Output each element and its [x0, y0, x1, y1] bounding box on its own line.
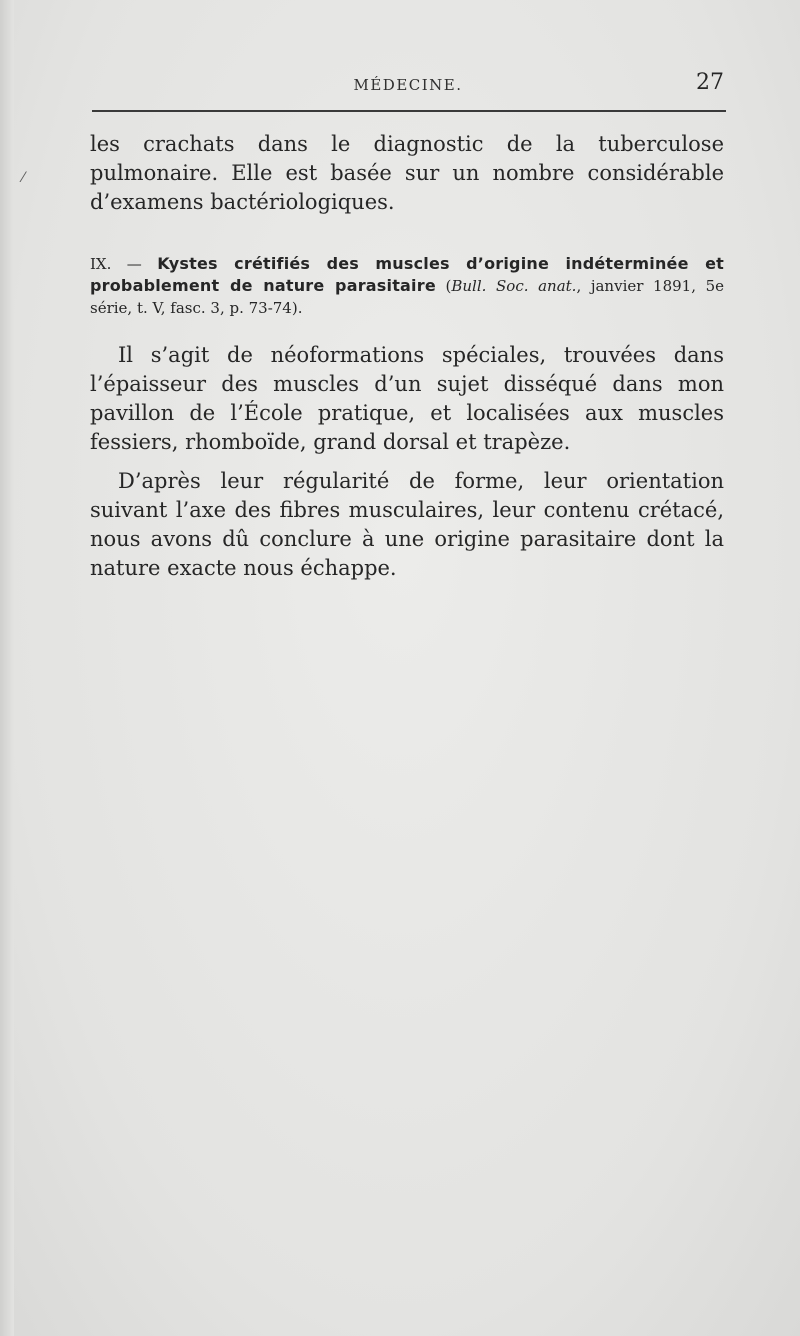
paragraph-description: Il s’agit de néoformations spéciales, trouvées dans l’épaisseur des muscles d’un sujet disséqué dans mon pavillon de l’École pratique, et localisées aux muscles fessiers, rhomboïde, grand dorsal et trapèze.: [90, 343, 724, 454]
text-block: [90, 130, 724, 583]
reference-details: , janvier 1891, 5e série, t. V, fasc. 3, p. 73-74).: [90, 277, 724, 317]
entry-number: IX. —: [90, 255, 158, 273]
page-edge-shadow: [0, 0, 14, 1336]
running-title: MÉDECINE.: [353, 76, 463, 94]
running-head: [90, 66, 726, 106]
bibliography-entry: [90, 253, 724, 319]
paragraph-continuation: les crachats dans le diagnostic de la tuberculose pulmonaire. Elle est basée sur un nombre considérable d’examens bactériologiques.: [90, 132, 724, 214]
paragraph-conclusion: D’après leur régularité de forme, leur orientation suivant l’axe des fibres musculaires, leur contenu crétacé, nous avons dû conclure à une origine parasitaire dont la nature exacte nous échappe.: [90, 469, 724, 580]
journal-name: Bull. Soc. anat.: [451, 277, 577, 295]
header-rule: [92, 110, 726, 112]
page-number: 27: [696, 70, 724, 95]
entry-title: Kystes crétifiés des muscles d’origine indéterminée et probablement de nature parasitaire: [90, 254, 724, 295]
reference-open: (: [435, 277, 452, 295]
margin-mark: ⁄: [22, 170, 25, 186]
